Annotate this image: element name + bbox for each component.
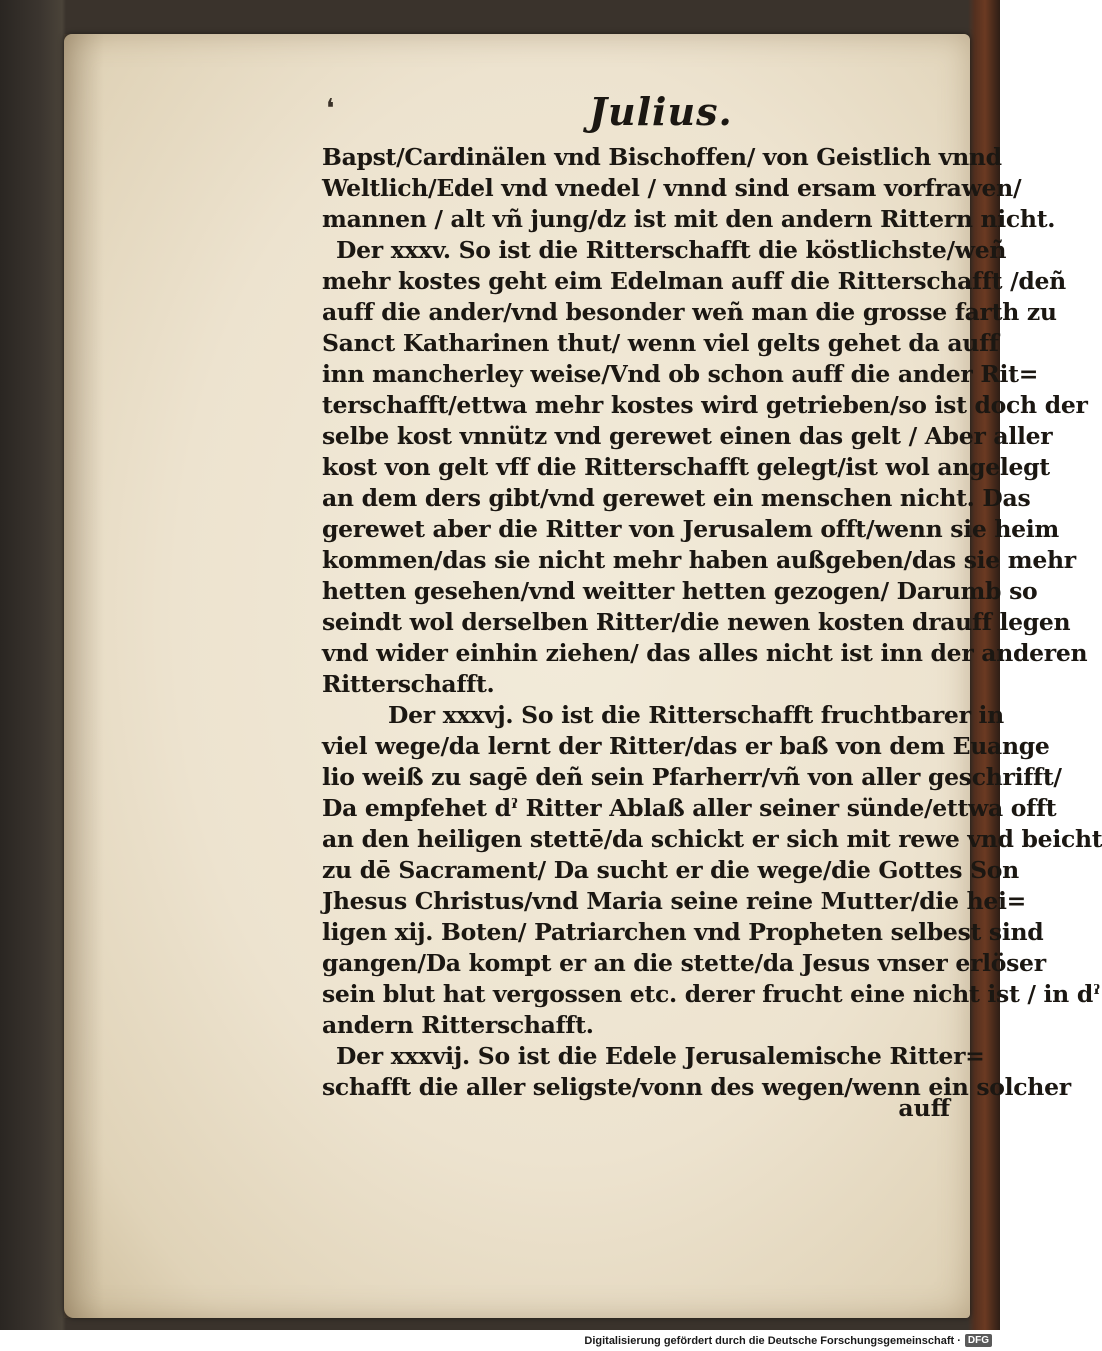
text-line: Sanct Katharinen thut/ wenn viel gelts gehet da auff bbox=[322, 329, 999, 357]
page-mark: ❛ bbox=[326, 94, 335, 124]
text-line: kommen/das sie nicht mehr haben außgeben/das sie mehr bbox=[322, 546, 1076, 574]
text-line: lio weiß zu sagē deñ sein Pfarherr/vñ von aller geschrifft/ bbox=[322, 763, 1062, 791]
text-line: Bapst/Cardinälen vnd Bischoffen/ von Geistlich vnnd bbox=[322, 143, 1002, 171]
text-line: sein blut hat vergossen etc. derer frucht eine nicht ist / in dˀ bbox=[322, 980, 1101, 1008]
dfg-logo-icon: DFG bbox=[965, 1334, 992, 1347]
text-line: gerewet aber die Ritter von Jerusalem offt/wenn sie heim bbox=[322, 515, 1059, 543]
text-line: andern Ritterschafft. bbox=[322, 1011, 594, 1039]
book-page bbox=[64, 34, 1102, 1318]
text-line: vnd wider einhin ziehen/ das alles nicht ist inn der anderen bbox=[322, 639, 1088, 667]
text-line: terschafft/ettwa mehr kostes wird getrieben/so ist doch der bbox=[322, 391, 1088, 419]
text-line: selbe kost vnnütz vnd gerewet einen das gelt / Aber aller bbox=[322, 422, 1053, 450]
text-line: Der xxxvij. So ist die Edele Jerusalemische Ritter= bbox=[336, 1042, 985, 1070]
text-line: mehr kostes geht eim Edelman auff die Ritterschafft /deñ bbox=[322, 267, 1066, 295]
text-line: Jhesus Christus/vnd Maria seine reine Mutter/die hei= bbox=[322, 887, 1027, 915]
text-line: Da empfehet dˀ Ritter Ablaß aller seiner sünde/ettwa offt bbox=[322, 794, 1057, 822]
text-line: Der xxxv. So ist die Ritterschafft die köstlichste/weñ bbox=[336, 236, 1007, 264]
text-line: gangen/Da kompt er an die stette/da Jesus vnser erlöser bbox=[322, 949, 1046, 977]
body-text bbox=[322, 142, 1102, 1103]
text-line: auff die ander/vnd besonder weñ man die grosse farth zu bbox=[322, 298, 1057, 326]
text-line: an den heiligen stettē/da schickt er sich mit rewe vnd beicht bbox=[322, 825, 1102, 853]
text-line: kost von gelt vff die Ritterschafft gelegt/ist wol angelegt bbox=[322, 453, 1050, 481]
text-line: viel wege/da lernt der Ritter/das er baß von dem Euange bbox=[322, 732, 1050, 760]
text-line: seindt wol derselben Ritter/die newen kosten drauff legen bbox=[322, 608, 1071, 636]
text-line: Der xxxvj. So ist die Ritterschafft fruchtbarer in bbox=[388, 701, 1004, 729]
funding-credit: Digitalisierung gefördert durch die Deutsche Forschungsgemeinschaft · bbox=[584, 1334, 961, 1347]
catchword: auff bbox=[898, 1094, 950, 1122]
text-line: hetten gesehen/vnd weitter hetten gezogen/ Darumb so bbox=[322, 577, 1038, 605]
footer-bar bbox=[0, 1330, 1000, 1351]
text-line: Weltlich/Edel vnd vnedel / vnnd sind ersam vorfrawen/ bbox=[322, 174, 1022, 202]
text-line: mannen / alt vñ jung/dz ist mit den andern Rittern nicht. bbox=[322, 205, 1056, 233]
text-line: Ritterschafft. bbox=[322, 670, 495, 698]
text-line: inn mancherley weise/Vnd ob schon auff die ander Rit= bbox=[322, 360, 1039, 388]
text-line: ligen xij. Boten/ Patriarchen vnd Propheten selbest sind bbox=[322, 918, 1044, 946]
text-line: schafft die aller seligste/vonn des wegen/wenn ein solcher bbox=[322, 1073, 1071, 1101]
text-line: zu dē Sacrament/ Da sucht er die wege/die Gottes Son bbox=[322, 856, 1019, 884]
text-line: an dem ders gibt/vnd gerewet ein menschen nicht. Das bbox=[322, 484, 1031, 512]
running-head: Julius. bbox=[589, 89, 733, 134]
